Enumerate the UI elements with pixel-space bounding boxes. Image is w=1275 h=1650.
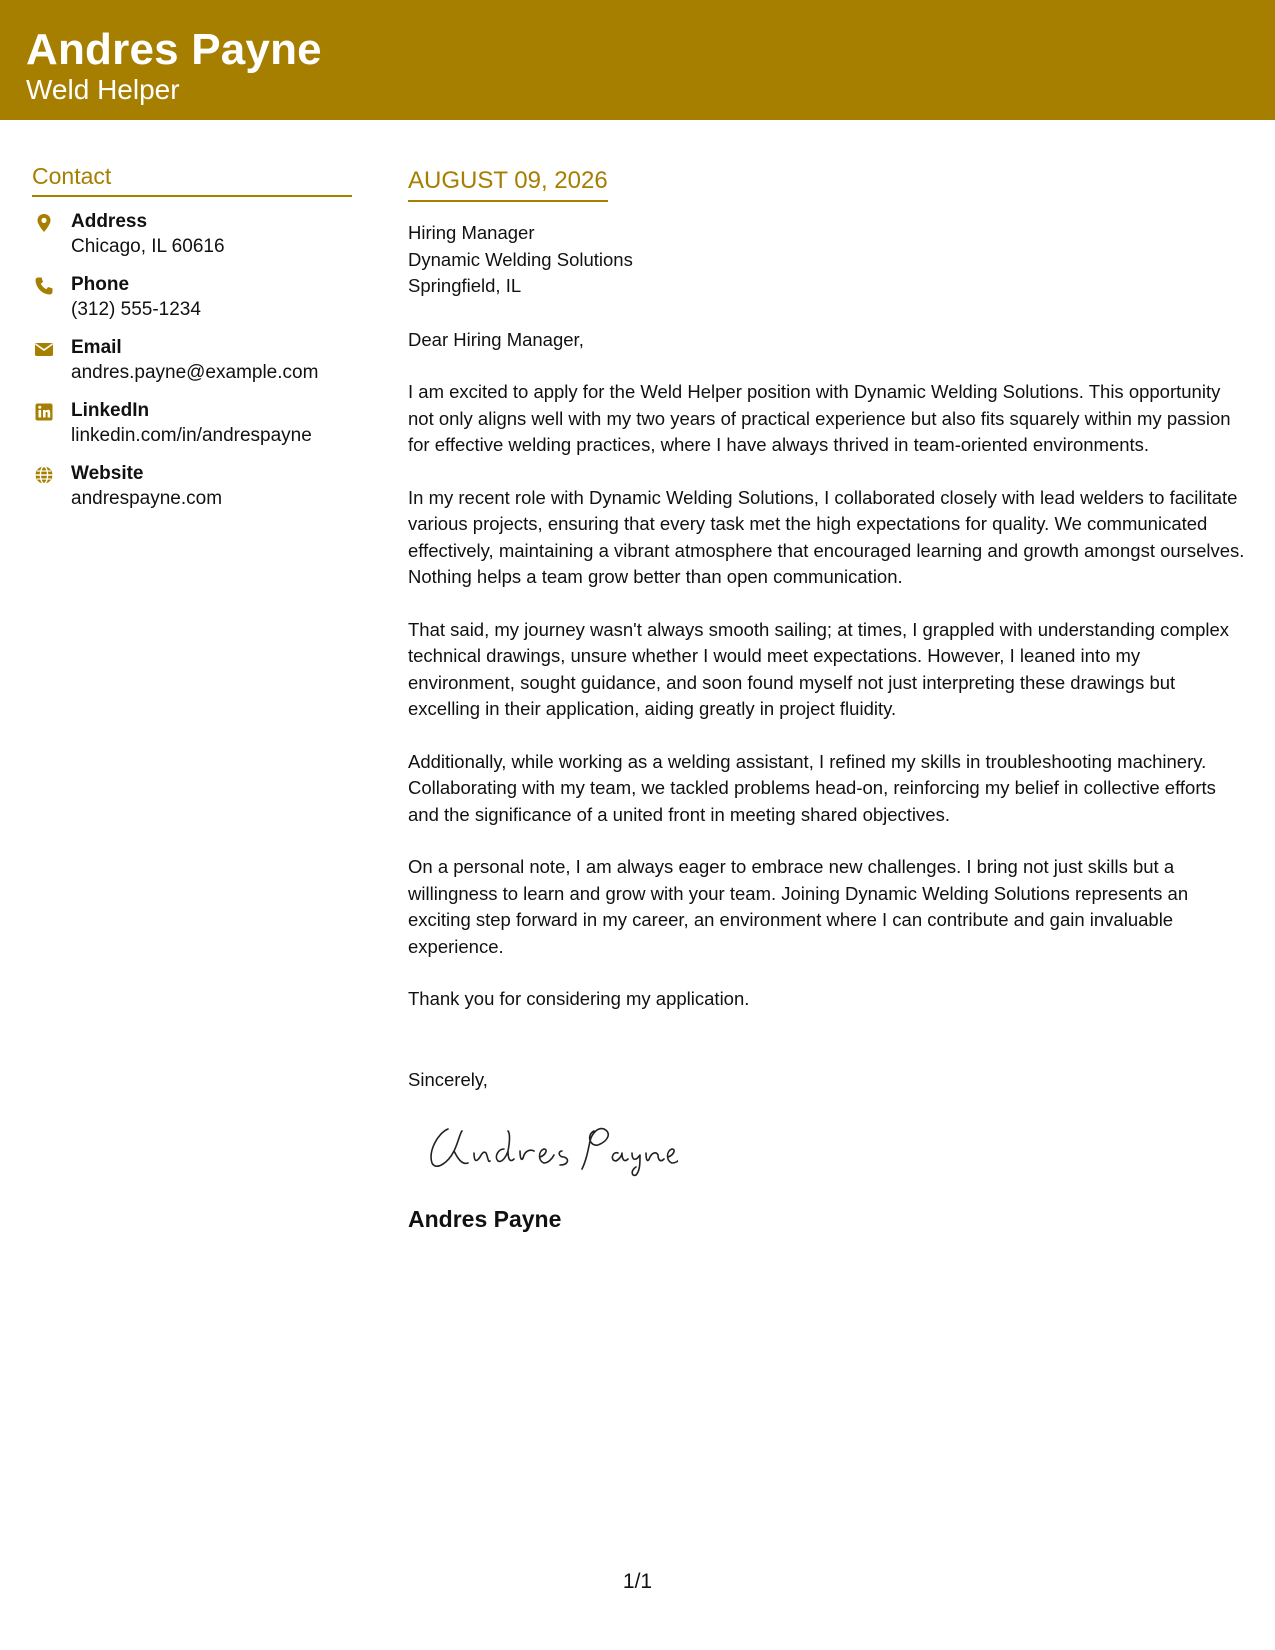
page-header [0,0,1275,120]
contact-list [32,209,352,524]
recipient-line: Hiring Manager [408,222,535,243]
contact-label: Address [71,211,148,232]
contact-phone [32,272,352,335]
contact-website [32,461,352,524]
page-number: 1/1 [622,1570,653,1593]
recipient-block [408,220,1248,300]
recipient-line: Dynamic Welding Solutions [408,248,633,270]
body-paragraph: That said, my journey wasn't always smooth sailing; at times, I grappled with understanding complex technical drawings, unsure whether I would meet expectations. However, I leaned into my environment, sought guidance, and soon found myself not just interpreting these drawings but excelling in their application, aiding greatly in project fluidity. [408,618,1230,719]
applicant-name: Andres Payne [26,25,322,74]
contact-label: LinkedIn [71,400,150,421]
contact-heading: Contact [32,160,352,197]
contact-value: andrespayne.com [71,488,223,509]
contact-label: Website [71,463,144,484]
contact-value: andres.payne@example.com [71,362,319,383]
body-paragraph: I am excited to apply for the Weld Helper position with Dynamic Welding Solutions. This opportunity not only aligns well with my two years of practical experience but also fits squarely within my passion for effective welding practices, where I have always thrived in team-oriented environments. [408,381,1231,455]
phone-icon [34,276,54,296]
globe-icon [34,465,54,485]
body-paragraph: In my recent role with Dynamic Welding Solutions, I collaborated closely with lead welders to facilitate various projects, ensuring that every task met the high expectations for quality. We communicated effectively, maintaining a vibrant atmosphere that encouraged learning and growth amongst ourselves. Nothing helps a team grow better than open communication. [408,486,1245,587]
contact-value: Chicago, IL 60616 [71,236,225,257]
linkedin-icon [34,402,54,422]
contact-address [32,209,352,272]
letter-date: AUGUST 09, 2026 [408,165,608,202]
contact-email [32,335,352,398]
contact-label: Email [71,337,122,358]
recipient-line: Springfield, IL [408,275,522,296]
handwritten-signature [418,1111,678,1181]
envelope-icon [34,339,54,359]
body-paragraph: Additionally, while working as a welding assistant, I refined my skills in troubleshooting machinery. Collaborating with my team, we tackled problems head-on, reinforcing my belief in collective efforts and the significance of a united front in meeting shared objectives. [408,750,1216,825]
contact-value: linkedin.com/in/andrespayne [71,425,312,446]
closing: Sincerely, [408,1068,488,1090]
contact-sidebar [32,160,352,524]
contact-linkedin [32,398,352,461]
contact-label: Phone [71,274,130,295]
signed-name: Andres Payne [408,1206,562,1232]
body-paragraph: On a personal note, I am always eager to embrace new challenges. I bring not just skills but a willingness to learn and grow with your team. Joining Dynamic Welding Solutions represents an exciting step forward in my career, an environment where I can contribute and gain invaluable experience. [408,856,1189,957]
salutation: Dear Hiring Manager, [408,328,584,350]
body-paragraph: Thank you for considering my application. [408,988,750,1009]
letter-body [408,165,1248,1234]
job-title: Weld Helper [26,74,180,105]
map-pin-icon [34,213,54,233]
contact-value: (312) 555-1234 [71,299,201,320]
